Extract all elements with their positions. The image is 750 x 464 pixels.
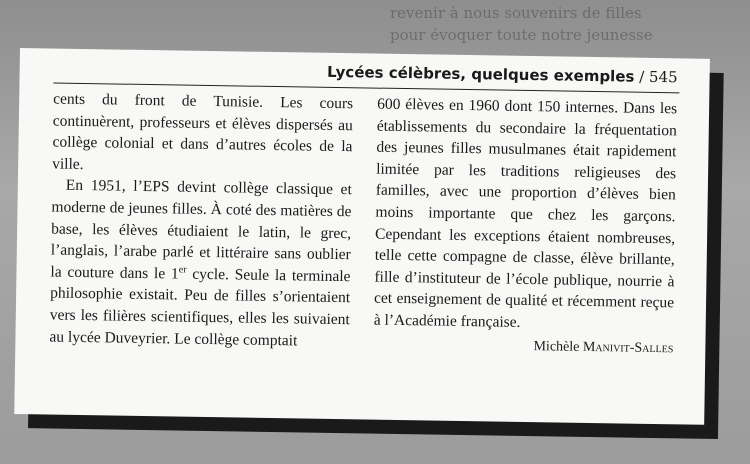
excerpt-card	[14, 48, 710, 425]
paragraph-text: En 1951, l’EPS devint collège classique et moderne de jeunes filles. À coté des matières de base, les élèves étudiaient le latin, le grec, l’anglais, l’arabe parlé et littéraire sans oublier la couture dans le 1	[50, 177, 352, 283]
author-signature	[373, 333, 673, 359]
running-header	[327, 63, 678, 87]
column-right	[373, 94, 677, 360]
paragraph: 600 élèves en 1960 dont 150 internes. Dans les établissements du secondaire la fréquentation des jeunes filles musulmanes était rapidement limitée par les traditions religieuses des familles, avec une proportion d’élèves bien moins importante que chez les garçons. Cependant les exceptions étaient nombreuses, telle cette compagne de classe, élève brillante, fille d’instituteur de l’école publique, nourrie à cet enseignement de qualité et récemment reçue à l’Académie française.	[373, 95, 678, 331]
text-columns	[49, 89, 677, 360]
bleed-through-text-top	[390, 2, 653, 46]
superscript: er	[178, 264, 187, 276]
author-first-name: Michèle	[533, 338, 580, 355]
header-separator: /	[634, 67, 650, 86]
column-left	[49, 89, 353, 355]
paragraph	[49, 175, 352, 352]
bleed-line: pour évoquer toute notre jeunesse	[390, 26, 653, 44]
paragraph-text: cycle. Seule la terminale philosophie existait. Peu de filles s’orientaient vers les filières scientifiques, elles les suivaient au lycée Duveyrier. Le collège comptait	[49, 265, 351, 349]
header-title: Lycées célèbres, quelques exemples	[326, 62, 635, 86]
page-number: 545	[648, 67, 678, 87]
author-last-name: Manivit-Salles	[582, 339, 674, 356]
bleed-line: revenir à nous souvenirs de filles	[390, 4, 642, 22]
paragraph: cents du front de Tunisie. Les cours continuèrent, professeurs et élèves dispersés au collège colonial et dans d’autres écoles de la ville.	[52, 90, 354, 173]
